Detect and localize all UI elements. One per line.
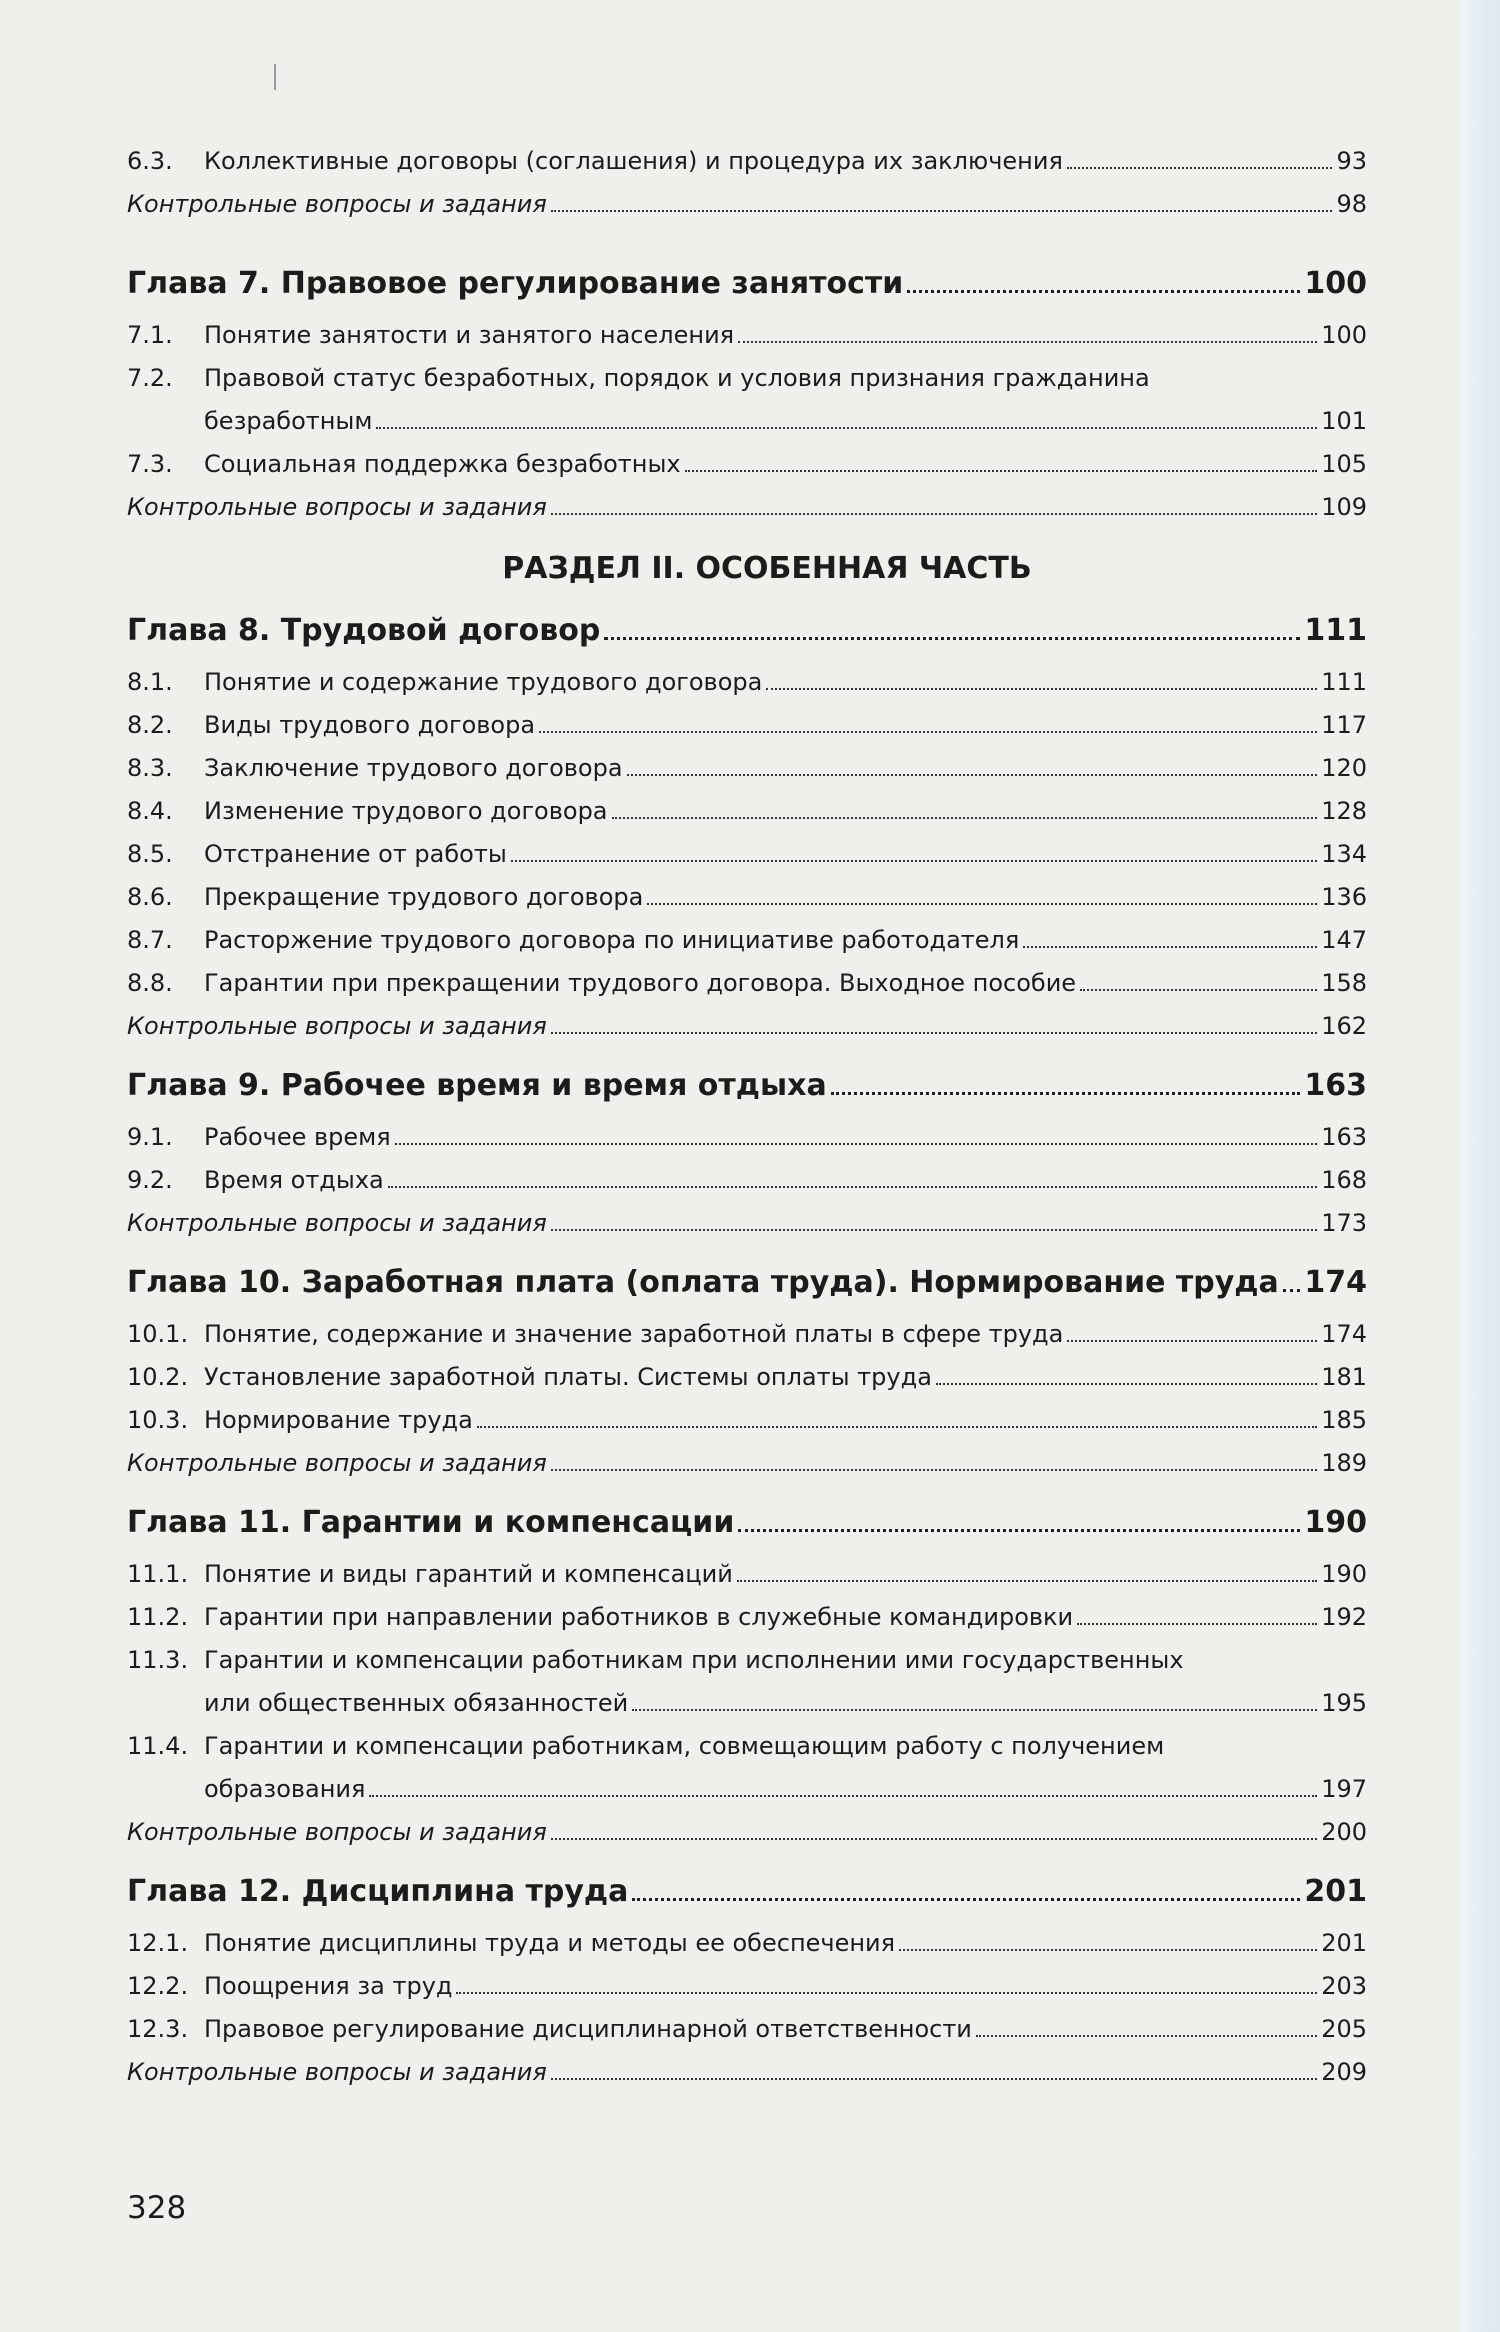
- entry-page: 162: [1321, 1012, 1367, 1040]
- entry-page: 128: [1321, 797, 1367, 825]
- entry-title: Установление заработной платы. Системы оплаты труда: [204, 1363, 932, 1391]
- dot-leader: [395, 1143, 1317, 1145]
- entry-page: 205: [1321, 2015, 1367, 2043]
- entry-title: Изменение трудового договора: [204, 797, 608, 825]
- entry-title: Правовой статус безработных, порядок и условия признания гражданина: [204, 364, 1150, 392]
- dot-leader: [1067, 167, 1333, 169]
- entry-page: 98: [1336, 190, 1367, 218]
- entry-page: 190: [1321, 1560, 1367, 1588]
- entry-title: Нормирование труда: [204, 1406, 473, 1434]
- entry-title: Прекращение трудового договора: [204, 883, 644, 911]
- toc-entry: [127, 1313, 1367, 1356]
- section-heading: РАЗДЕЛ II. ОСОБЕННАЯ ЧАСТЬ: [502, 551, 1032, 586]
- chapter-heading: [127, 1493, 1367, 1553]
- entry-page: 117: [1321, 711, 1367, 739]
- entry-number: 8.4.: [127, 797, 173, 825]
- toc-entry: [127, 1639, 1367, 1682]
- entry-number: 11.1.: [127, 1560, 189, 1588]
- dot-leader: [831, 1092, 1301, 1095]
- dot-leader: [738, 1529, 1300, 1532]
- dot-leader: [737, 1580, 1317, 1582]
- entry-page: 181: [1321, 1363, 1367, 1391]
- dot-leader: [477, 1426, 1317, 1428]
- entry-number: 8.6.: [127, 883, 173, 911]
- entry-number: 11.4.: [127, 1732, 189, 1760]
- entry-number: 7.1.: [127, 321, 173, 349]
- entry-number: 10.2.: [127, 1363, 189, 1391]
- dot-leader: [551, 210, 1333, 212]
- entry-page: 200: [1321, 1818, 1367, 1846]
- chapter-heading: [127, 1862, 1367, 1922]
- toc-entry: [127, 1965, 1367, 2008]
- entry-title: Коллективные договоры (соглашения) и процедура их заключения: [204, 147, 1063, 175]
- toc-entry: [127, 1159, 1367, 1202]
- entry-number: 10.1.: [127, 1320, 189, 1348]
- dot-leader: [899, 1949, 1317, 1951]
- toc-questions: [127, 183, 1367, 226]
- entry-page: 168: [1321, 1166, 1367, 1194]
- entry-title: Заключение трудового договора: [204, 754, 623, 782]
- toc-questions: [127, 1005, 1367, 1048]
- toc-questions: [127, 486, 1367, 529]
- chapter-page: 163: [1304, 1068, 1367, 1103]
- chapter-heading: [127, 601, 1367, 661]
- entry-title: Поощрения за труд: [204, 1972, 453, 2000]
- dot-leader: [685, 470, 1318, 472]
- entry-page: 174: [1321, 1320, 1367, 1348]
- entry-title: образования: [204, 1775, 366, 1803]
- chapter-page: 201: [1304, 1874, 1367, 1909]
- toc-entry: [127, 314, 1367, 357]
- entry-title: Расторжение трудового договора по инициативе работодателя: [204, 926, 1020, 954]
- entry-page: 134: [1321, 840, 1367, 868]
- entry-page: 111: [1321, 668, 1367, 696]
- toc-entry: [127, 962, 1367, 1005]
- entry-title: Виды трудового договора: [204, 711, 536, 739]
- margin-mark: [274, 64, 276, 90]
- toc-entry: [127, 357, 1367, 400]
- toc-entry: [127, 1596, 1367, 1639]
- entry-page: 189: [1321, 1449, 1367, 1477]
- dot-leader: [539, 731, 1317, 733]
- dot-leader: [551, 1838, 1317, 1840]
- dot-leader: [551, 2078, 1317, 2080]
- toc-entry: [127, 1553, 1367, 1596]
- toc-questions: [127, 1202, 1367, 1245]
- dot-leader: [976, 2035, 1317, 2037]
- entry-title: Понятие занятости и занятого населения: [204, 321, 735, 349]
- entry-page: 209: [1321, 2058, 1367, 2086]
- dot-leader: [456, 1992, 1317, 1994]
- entry-page: 105: [1321, 450, 1367, 478]
- toc-entry: [127, 833, 1367, 876]
- entry-number: 8.1.: [127, 668, 173, 696]
- entry-title: Время отдыха: [204, 1166, 384, 1194]
- entry-page: 192: [1321, 1603, 1367, 1631]
- entry-number: 8.3.: [127, 754, 173, 782]
- entry-title: Контрольные вопросы и задания: [127, 190, 547, 218]
- entry-title: Контрольные вопросы и задания: [127, 1209, 547, 1237]
- toc-entry: [127, 1725, 1367, 1768]
- dot-leader: [551, 1032, 1317, 1034]
- entry-number: 6.3.: [127, 147, 173, 175]
- dot-leader: [766, 688, 1317, 690]
- entry-page: 203: [1321, 1972, 1367, 2000]
- entry-number: 10.3.: [127, 1406, 189, 1434]
- entry-title: или общественных обязанностей: [204, 1689, 629, 1717]
- entry-title: Гарантии при прекращении трудового договора. Выходное пособие: [204, 969, 1077, 997]
- entry-title: Понятие и виды гарантий и компенсаций: [204, 1560, 733, 1588]
- toc-entry-continuation: [127, 1682, 1367, 1725]
- dot-leader: [1283, 1289, 1301, 1292]
- toc-questions: [127, 2051, 1367, 2094]
- dot-leader: [511, 860, 1317, 862]
- entry-page: 147: [1321, 926, 1367, 954]
- entry-number: 8.5.: [127, 840, 173, 868]
- entry-page: 100: [1321, 321, 1367, 349]
- entry-title: Контрольные вопросы и задания: [127, 1012, 547, 1040]
- entry-title: Отстранение от работы: [204, 840, 507, 868]
- entry-number: 12.2.: [127, 1972, 189, 2000]
- entry-number: 9.1.: [127, 1123, 173, 1151]
- entry-title: Понятие и содержание трудового договора: [204, 668, 763, 696]
- chapter-heading: [127, 254, 1367, 314]
- entry-number: 11.2.: [127, 1603, 189, 1631]
- dot-leader: [551, 1229, 1317, 1231]
- entry-title: Правовое регулирование дисциплинарной ответственности: [204, 2015, 972, 2043]
- entry-title: Контрольные вопросы и задания: [127, 493, 547, 521]
- entry-number: 8.7.: [127, 926, 173, 954]
- entry-page: 109: [1321, 493, 1367, 521]
- page-edge: [1460, 0, 1500, 2332]
- dot-leader: [738, 341, 1317, 343]
- dot-leader: [1080, 989, 1317, 991]
- entry-page: 201: [1321, 1929, 1367, 1957]
- toc-entry-continuation: [127, 1768, 1367, 1811]
- chapter-page: 174: [1304, 1265, 1367, 1300]
- entry-title: Гарантии и компенсации работникам при исполнении ими государственных: [204, 1646, 1184, 1674]
- toc-entry: [127, 1356, 1367, 1399]
- dot-leader: [627, 774, 1318, 776]
- entry-title: Социальная поддержка безработных: [204, 450, 681, 478]
- entry-title: Понятие дисциплины труда и методы ее обеспечения: [204, 1929, 896, 1957]
- entry-number: 9.2.: [127, 1166, 173, 1194]
- toc-entry: [127, 747, 1367, 790]
- entry-page: 101: [1321, 407, 1367, 435]
- entry-page: 185: [1321, 1406, 1367, 1434]
- toc-entry: [127, 1116, 1367, 1159]
- dot-leader: [632, 1898, 1300, 1901]
- entry-number: 11.3.: [127, 1646, 189, 1674]
- entry-page: 136: [1321, 883, 1367, 911]
- toc-entry: [127, 919, 1367, 962]
- entry-page: 197: [1321, 1775, 1367, 1803]
- toc-entry: [127, 1399, 1367, 1442]
- dot-leader: [604, 637, 1300, 640]
- toc-entry-continuation: [127, 400, 1367, 443]
- chapter-title: Глава 12. Дисциплина труда: [127, 1874, 629, 1909]
- entry-title: Гарантии при направлении работников в служебные командировки: [204, 1603, 1074, 1631]
- dot-leader: [388, 1186, 1317, 1188]
- dot-leader: [369, 1795, 1317, 1797]
- page-number: 328: [127, 2190, 187, 2226]
- dot-leader: [1077, 1623, 1317, 1625]
- entry-title: Контрольные вопросы и задания: [127, 2058, 547, 2086]
- toc-entry: [127, 704, 1367, 747]
- dot-leader: [376, 427, 1317, 429]
- toc-entry: [127, 443, 1367, 486]
- toc-entry: [127, 790, 1367, 833]
- entry-page: 158: [1321, 969, 1367, 997]
- entry-title: Рабочее время: [204, 1123, 391, 1151]
- entry-number: 12.1.: [127, 1929, 189, 1957]
- entry-title: Контрольные вопросы и задания: [127, 1449, 547, 1477]
- entry-page: 173: [1321, 1209, 1367, 1237]
- entry-page: 163: [1321, 1123, 1367, 1151]
- entry-title: Контрольные вопросы и задания: [127, 1818, 547, 1846]
- chapter-title: Глава 10. Заработная плата (оплата труда). Нормирование труда: [127, 1265, 1279, 1300]
- toc-entry: [127, 876, 1367, 919]
- chapter-title: Глава 8. Трудовой договор: [127, 613, 601, 648]
- dot-leader: [1023, 946, 1317, 948]
- toc-entry: [127, 2008, 1367, 2051]
- dot-leader: [551, 513, 1317, 515]
- entry-title: Понятие, содержание и значение заработной платы в сфере труда: [204, 1320, 1064, 1348]
- entry-number: 7.2.: [127, 364, 173, 392]
- entry-title: безработным: [204, 407, 373, 435]
- entry-page: 195: [1321, 1689, 1367, 1717]
- toc-questions: [127, 1442, 1367, 1485]
- entry-page: 120: [1321, 754, 1367, 782]
- chapter-page: 100: [1304, 266, 1367, 301]
- dot-leader: [632, 1709, 1317, 1711]
- entry-number: 12.3.: [127, 2015, 189, 2043]
- toc-questions: [127, 1811, 1367, 1854]
- toc-entry: [127, 1922, 1367, 1965]
- table-of-contents: [127, 140, 1367, 2094]
- dot-leader: [551, 1469, 1317, 1471]
- entry-number: 7.3.: [127, 450, 173, 478]
- dot-leader: [647, 903, 1317, 905]
- toc-entry: [127, 661, 1367, 704]
- entry-title: Гарантии и компенсации работникам, совмещающим работу с получением: [204, 1732, 1165, 1760]
- chapter-heading: [127, 1253, 1367, 1313]
- chapter-title: Глава 9. Рабочее время и время отдыха: [127, 1068, 827, 1103]
- dot-leader: [936, 1383, 1317, 1385]
- chapter-title: Глава 7. Правовое регулирование занятости: [127, 266, 904, 301]
- entry-page: 93: [1336, 147, 1367, 175]
- dot-leader: [1067, 1340, 1317, 1342]
- dot-leader: [612, 817, 1318, 819]
- toc-entry: [127, 140, 1367, 183]
- dot-leader: [907, 290, 1300, 293]
- entry-number: 8.8.: [127, 969, 173, 997]
- chapter-page: 190: [1304, 1505, 1367, 1540]
- chapter-page: 111: [1304, 613, 1367, 648]
- chapter-title: Глава 11. Гарантии и компенсации: [127, 1505, 735, 1540]
- chapter-heading: [127, 1056, 1367, 1116]
- entry-number: 8.2.: [127, 711, 173, 739]
